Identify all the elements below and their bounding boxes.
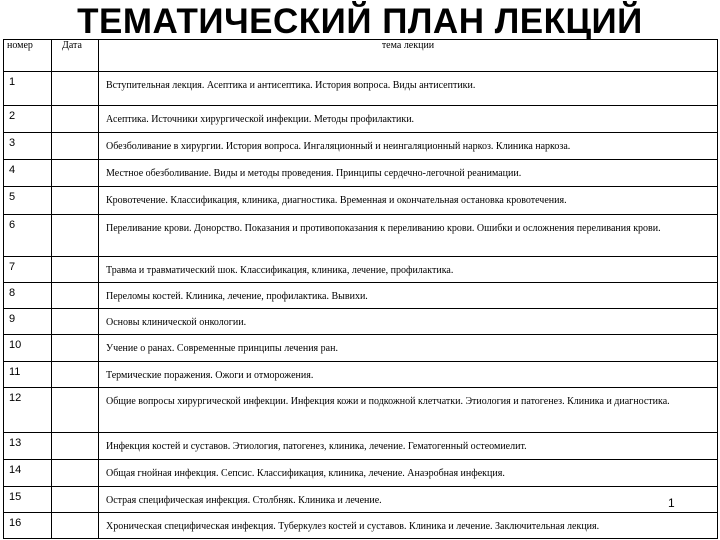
lecture-plan-table bbox=[3, 39, 718, 539]
row-date bbox=[52, 72, 99, 106]
table-row bbox=[4, 133, 718, 160]
table-row bbox=[4, 160, 718, 187]
row-date bbox=[52, 362, 99, 388]
row-number: 9 bbox=[4, 309, 52, 335]
table-row bbox=[4, 487, 718, 513]
row-number: 7 bbox=[4, 257, 52, 283]
row-date bbox=[52, 335, 99, 362]
row-date bbox=[52, 257, 99, 283]
row-topic: Местное обезболивание. Виды и методы проведения. Принципы сердечно-легочной реанимации. bbox=[99, 160, 718, 187]
row-number: 16 bbox=[4, 513, 52, 539]
row-date bbox=[52, 106, 99, 133]
row-number: 5 bbox=[4, 187, 52, 215]
table-row bbox=[4, 106, 718, 133]
row-topic: Травма и травматический шок. Классификация, клиника, лечение, профилактика. bbox=[99, 257, 718, 283]
row-number: 11 bbox=[4, 362, 52, 388]
table-row bbox=[4, 388, 718, 433]
table-row bbox=[4, 257, 718, 283]
row-number: 14 bbox=[4, 460, 52, 487]
header-number: номер bbox=[4, 40, 52, 72]
table-row bbox=[4, 362, 718, 388]
row-number: 6 bbox=[4, 215, 52, 257]
table-row bbox=[4, 309, 718, 335]
row-topic: Обезболивание в хирургии. История вопроса. Ингаляционный и неингаляционный наркоз. Клиника наркоза. bbox=[99, 133, 718, 160]
row-date bbox=[52, 513, 99, 539]
table-row bbox=[4, 187, 718, 215]
header-date: Дата bbox=[52, 40, 99, 72]
row-topic: Вступительная лекция. Асептика и антисептика. История вопроса. Виды антисептики. bbox=[99, 72, 718, 106]
table-row bbox=[4, 215, 718, 257]
row-number: 4 bbox=[4, 160, 52, 187]
table-row bbox=[4, 513, 718, 539]
row-number: 13 bbox=[4, 433, 52, 460]
row-number: 1 bbox=[4, 72, 52, 106]
row-date bbox=[52, 283, 99, 309]
row-number: 12 bbox=[4, 388, 52, 433]
row-number: 8 bbox=[4, 283, 52, 309]
row-topic: Термические поражения. Ожоги и отморожения. bbox=[99, 362, 718, 388]
row-topic: Инфекция костей и суставов. Этиология, патогенез, клиника, лечение. Гематогенный остеомиелит. bbox=[99, 433, 718, 460]
row-topic: Общая гнойная инфекция. Сепсис. Классификация, клиника, лечение. Анаэробная инфекция. bbox=[99, 460, 718, 487]
row-date bbox=[52, 187, 99, 215]
row-date bbox=[52, 133, 99, 160]
row-date bbox=[52, 215, 99, 257]
row-date bbox=[52, 388, 99, 433]
row-date bbox=[52, 460, 99, 487]
row-date bbox=[52, 433, 99, 460]
row-number: 3 bbox=[4, 133, 52, 160]
row-topic: Учение о ранах. Современные принципы лечения ран. bbox=[99, 335, 718, 362]
header-topic: тема лекции bbox=[99, 40, 718, 72]
row-number: 10 bbox=[4, 335, 52, 362]
row-topic: Кровотечение. Классификация, клиника, диагностика. Временная и окончательная остановка кровотечения. bbox=[99, 187, 718, 215]
table-row bbox=[4, 283, 718, 309]
row-topic: Основы клинической онкологии. bbox=[99, 309, 718, 335]
table-row bbox=[4, 335, 718, 362]
row-topic: Асептика. Источники хирургической инфекции. Методы профилактики. bbox=[99, 106, 718, 133]
table-row bbox=[4, 433, 718, 460]
table-row bbox=[4, 72, 718, 106]
table-header-row bbox=[4, 40, 718, 72]
row-date bbox=[52, 309, 99, 335]
row-topic: Хроническая специфическая инфекция. Туберкулез костей и суставов. Клиника и лечение. Заключительная лекция. bbox=[99, 513, 718, 539]
page-number: 1 bbox=[668, 496, 675, 510]
table-row bbox=[4, 460, 718, 487]
page-title: ТЕМАТИЧЕСКИЙ ПЛАН ЛЕКЦИЙ bbox=[77, 2, 643, 41]
row-topic: Переломы костей. Клиника, лечение, профилактика. Вывихи. bbox=[99, 283, 718, 309]
row-number: 15 bbox=[4, 487, 52, 513]
row-topic: Переливание крови. Донорство. Показания и противопоказания к переливанию крови. Ошибки и осложнения переливания крови. bbox=[99, 215, 718, 257]
row-topic: Острая специфическая инфекция. Столбняк. Клиника и лечение. bbox=[99, 487, 718, 513]
row-date bbox=[52, 160, 99, 187]
row-date bbox=[52, 487, 99, 513]
row-topic: Общие вопросы хирургической инфекции. Инфекция кожи и подкожной клетчатки. Этиология и патогенез. Клиника и диагностика. bbox=[99, 388, 718, 433]
row-number: 2 bbox=[4, 106, 52, 133]
